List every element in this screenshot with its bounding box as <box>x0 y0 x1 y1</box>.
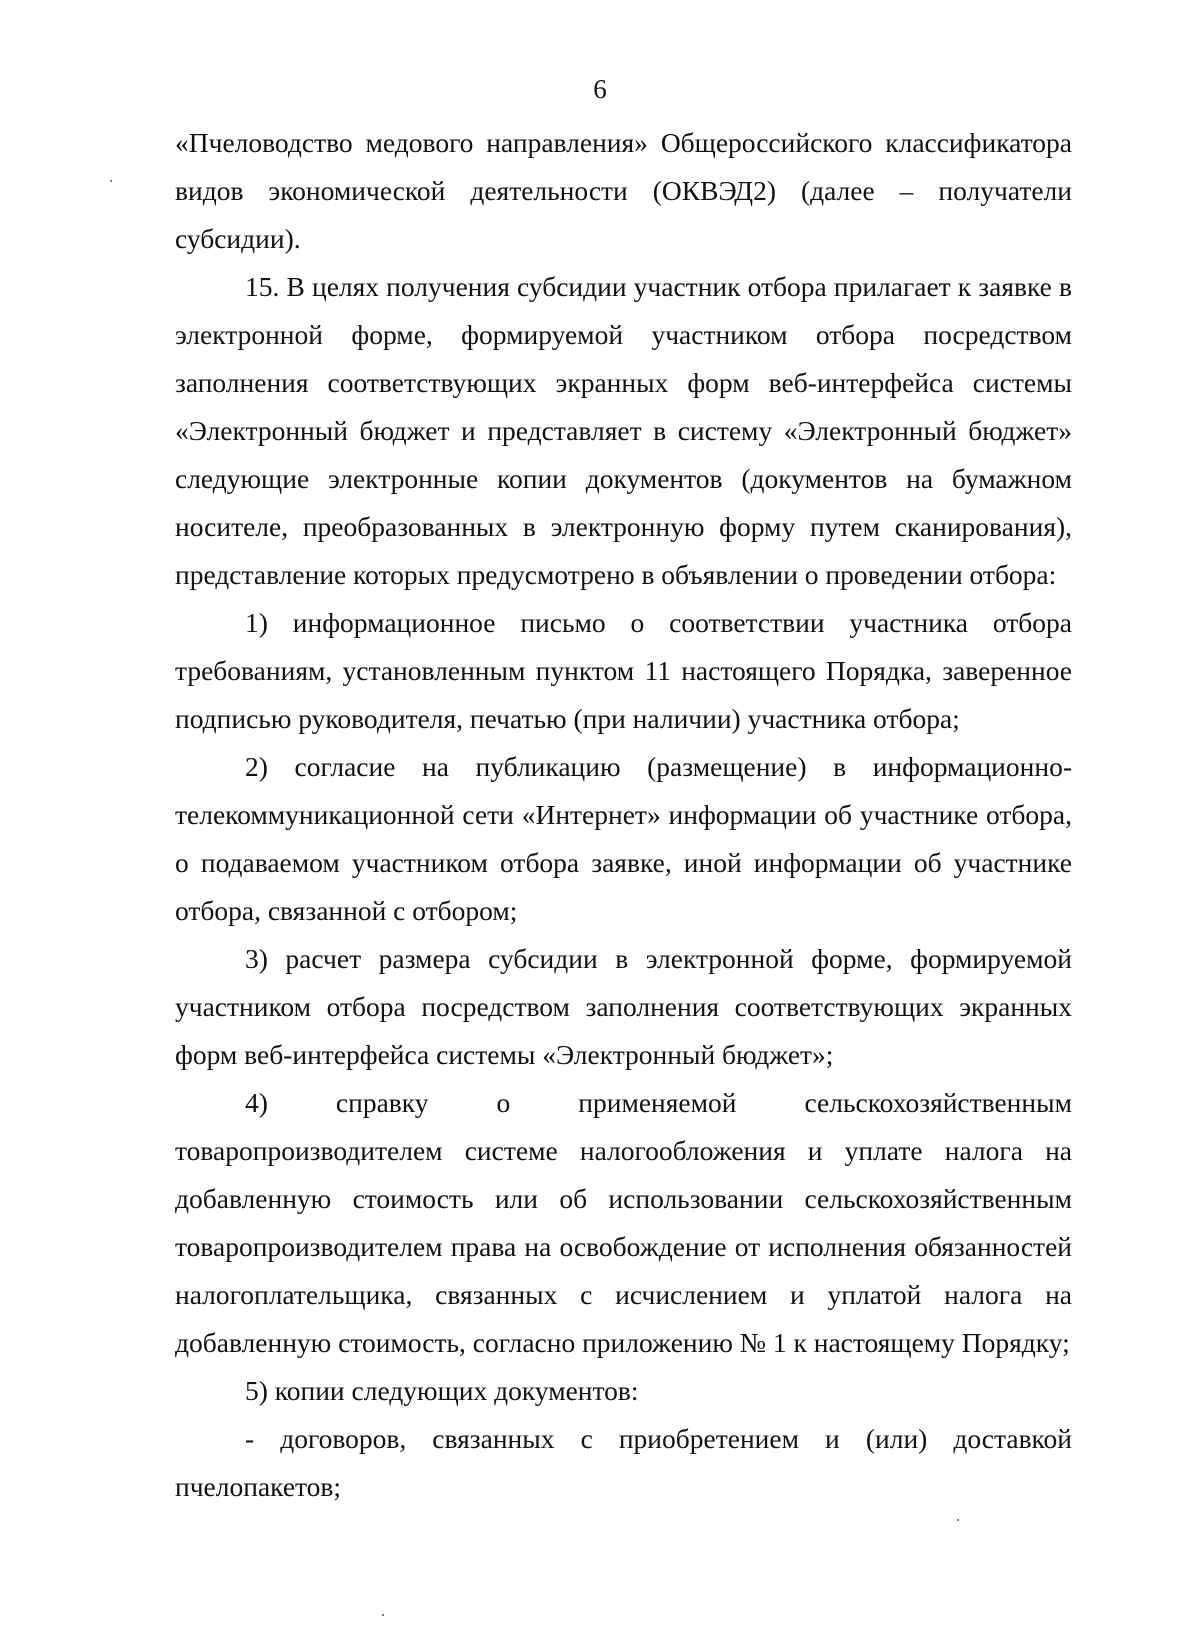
page-number: 6 <box>593 74 607 104</box>
list-item-4-word: справку <box>335 1087 429 1118</box>
list-item-4-word: о <box>496 1087 511 1118</box>
list-item-4-rest: товаропроизводителем системе налогообложения и уплате налога на добавленную стоимость или об использовании сельскохозяйственным товаропроизводителем права на освобождение от исполнения обязанностей налогоплательщика, связанных с исчислением и уплатой налога на добавленную стоимость, согласно приложению № 1 к настоящему Порядку; <box>175 1135 1072 1358</box>
list-item-4-word: сельскохозяйственным <box>804 1087 1072 1118</box>
list-item-4-first-line <box>175 1079 1072 1127</box>
list-item-4-number: 4) <box>245 1087 268 1118</box>
scan-speck <box>382 1614 384 1616</box>
document-body <box>175 119 1072 1511</box>
list-item-3: 3) расчет размера субсидии в электронной форме, формируемой участником отбора посредством заполнения соответствующих экранных форм веб-интерфейса системы «Электронный бюджет»; <box>175 943 1072 1070</box>
scan-speck <box>957 1519 959 1521</box>
list-item-4-word: применяемой <box>578 1087 737 1118</box>
paragraph-15: 15. В целях получения субсидии участник отбора прилагает к заявке в электронной форме, формируемой участником отбора посредством заполнения соответствующих экранных форм веб-интерфейса системы «Электронный бюджет и представляет в систему «Электронный бюджет» следующие электронные копии документов (документов на бумажном носителе, преобразованных в электронную форму путем сканирования), представление которых предусмотрено в объявлении о проведении отбора: <box>175 271 1072 590</box>
list-item-1: 1) информационное письмо о соответствии участника отбора требованиям, установленным пунктом 11 настоящего Порядка, заверенное подписью руководителя, печатью (при наличии) участника отбора; <box>175 607 1072 734</box>
list-item-4 <box>175 1079 1072 1367</box>
scan-speck <box>110 180 112 182</box>
sub-item-contracts: - договоров, связанных с приобретением и (или) доставкой пчелопакетов; <box>175 1423 1072 1502</box>
paragraph-okved-continuation: «Пчеловодство медового направления» Общероссийского классификатора видов экономической деятельности (ОКВЭД2) (далее – получатели субсидии). <box>175 127 1072 254</box>
list-item-2: 2) согласие на публикацию (размещение) в информационно-телекоммуникационной сети «Интернет» информации об участнике отбора, о подаваемом участником отбора заявке, иной информации об участнике отбора, связанной с отбором; <box>175 751 1072 926</box>
list-item-5: 5) копии следующих документов: <box>245 1375 639 1406</box>
